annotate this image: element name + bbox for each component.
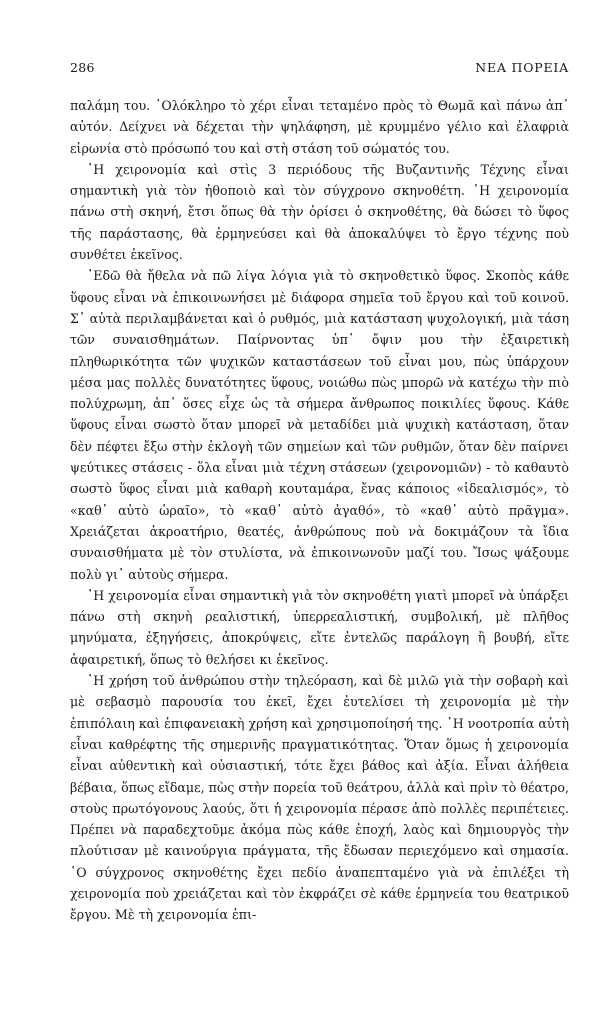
running-title: ΝΕΑ ΠΟΡΕΙΑ xyxy=(475,60,569,75)
body-text xyxy=(70,95,569,926)
paragraph-3: ᾽Εδῶ θὰ ἤθελα νὰ πῶ λίγα λόγια γιὰ τὸ σκηνοθετικὸ ὕφος. Σκοπὸς κάθε ὕφους εἶναι νὰ ἐπικοινωνήσει μὲ διάφορα σημεῖα τοῦ ἔργου καὶ τοῦ κοινοῦ. Σ᾽ αὐτὰ περιλαμβάνεται καὶ ὁ ρυθμός, μιὰ κατάσταση ψυχολογική, μιὰ τάση τῶν συναισθημάτων. Παίρνοντας ὑπ᾽ ὄψιν μου τὴν ἐξαιρετικὴ πληθωρικότητα τῶν ψυχικῶν καταστάσεων τοῦ εἶναι μου, πὼς ὑπάρχουν μέσα μας πολλὲς δυνατότητες ὕφους, νοιώθω πὼς μπορῶ νὰ κατέχω τὴν πιὸ πολύχρωμη, ἀπ᾽ ὅσες εἶχε ὡς τὰ σήμερα ἄνθρωπος ποικιλίες ὕφους. Κάθε ὕφους εἶναι σωστὸ ὅταν μπορεῖ νὰ μεταδίδει μιὰ ψυχικὴ κατάσταση, ὅταν δὲν πέφτει ἔξω στὴν ἐκλογὴ τῶν σημείων καὶ τῶν ρυθμῶν, ὅταν δὲν παίρνει ψεύτικες στάσεις - ὅλα εἶναι μιὰ τέχνη στάσεων (χειρονομιῶν) - τὸ καθαυτὸ σωστὸ ὕφος εἶναι μιὰ καθαρὴ κουταμάρα, ἔνας κάποιος «ἰδεαλισμός», τὸ «καθ᾽ αὑτὸ ὡραῖο», τὸ «καθ᾽ αὑτὸ ἀγαθό», τὸ «καθ᾽ αὑτὸ πρᾶγμα». Χρειάζεται ἀκροατήριο, θεατές, ἀνθρώπους ποὺ νὰ δοκιμάζουν τὰ ἴδια συναισθήματα μὲ τὸν στυλίστα, νὰ ἐπικοινωνοῦν μαζί του. Ἴσως ψάξουμε πολὺ γι᾽ αὐτοὺς σήμερα. xyxy=(70,268,569,582)
page-number: 286 xyxy=(70,60,95,75)
paragraph-4: ῾Η χειρονομία εἶναι σημαντικὴ γιὰ τὸν σκηνοθέτη γιατὶ μπορεῖ νὰ ὑπάρξει πάνω στὴ σκηνὴ ρεαλιστική, ὑπερρεαλιστική, συμβολική, μὲ πλῆθος μηνύματα, ἐξηγήσεις, ἀποκρύψεις, εἴτε ἐντελῶς παράλογη ἢ βουβή, εἴτε ἀφαιρετική, ὅπως τὸ θελήσει κι ἐκεῖνος. xyxy=(70,587,569,667)
paragraph-2: ῾Η χειρονομία καὶ στὶς 3 περιόδους τῆς Βυζαντινῆς Τέχνης εἶναι σημαντικὴ γιὰ τὸν ἠθοποιὸ καὶ τὸν σύγχρονο σκηνοθέτη. ῾Η χειρονομία πάνω στὴ σκηνή, ἔτσι ὅπως θὰ τὴν ὁρίσει ὁ σκηνοθέτης, θὰ δώσει τὸ ὕφος τῆς παράστασης, θὰ ἑρμηνεύσει καὶ θὰ ἀποκαλύψει τὸ ἔργο τέχνης ποὺ συνθέτει ἐκεῖνος. xyxy=(70,161,569,263)
paragraph-1: παλάμη του. ῾Ολόκληρο τὸ χέρι εἶναι τεταμένο πρὸς τὸ Θωμᾶ καὶ πάνω ἀπ᾽ αὐτόν. Δείχνει νὰ δέχεται τὴν ψηλάφηση, μὲ κρυμμένο γέλιο καὶ ἐλαφριὰ εἰρωνία στὸ πρόσωπό του καὶ στὴ στάση τοῦ σώματός του. xyxy=(70,98,569,156)
running-header xyxy=(70,60,569,75)
paragraph-5: ῾Η χρήση τοῦ ἀνθρώπου στὴν τηλεόραση, καὶ δὲ μιλῶ γιὰ τὴν σοβαρὴ καὶ μὲ σεβασμὸ παρουσία του ἐκεῖ, ἔχει ἐυτελίσει τὴ χειρονομία μὲ τὴν ἐπιπόλαιη καὶ ἐπιφανειακὴ χρήση καὶ χρησιμοποίησή της. ῾Η νοοτροπία αὐτὴ εἶναι καθρέφτης τῆς σημερινῆς πραγματικότητας. Ὅταν ὅμως ἡ χειρονομία εἶναι αὐθεντικὴ καὶ οὐσιαστική, τότε ἔχει βάθος καὶ ἀξία. Εἶναι ἀλήθεια βέβαια, ὅπως εἴδαμε, πὼς στὴν πορεία τοῦ θεάτρου, ἀλλὰ καὶ πρὶν τὸ θέατρο, στοὺς πρωτόγονους λαούς, ὅτι ἡ χειρονομία πέρασε ἀπὸ πολλὲς περιπέτειες. Πρέπει νὰ παραδεχτοῦμε ἀκόμα πὼς κάθε ἐποχή, λαὸς καὶ δημιουργὸς τὴν πλούτισαν μὲ καινούργια πράγματα, τῆς ἔδωσαν περιεχόμενο καὶ σημασία. ῾Ο σύγχρονος σκηνοθέτης ἔχει πεδίο ἀναπεπταμένο γιὰ νὰ ἐπιλέξει τὴ χειρονομία ποὺ χρειάζεται καὶ τὸν ἐκφράζει σὲ κάθε ἑρμηνεία του θεατρικοῦ ἔργου. Μὲ τὴ χειρονομία ἐπι- xyxy=(70,673,569,923)
